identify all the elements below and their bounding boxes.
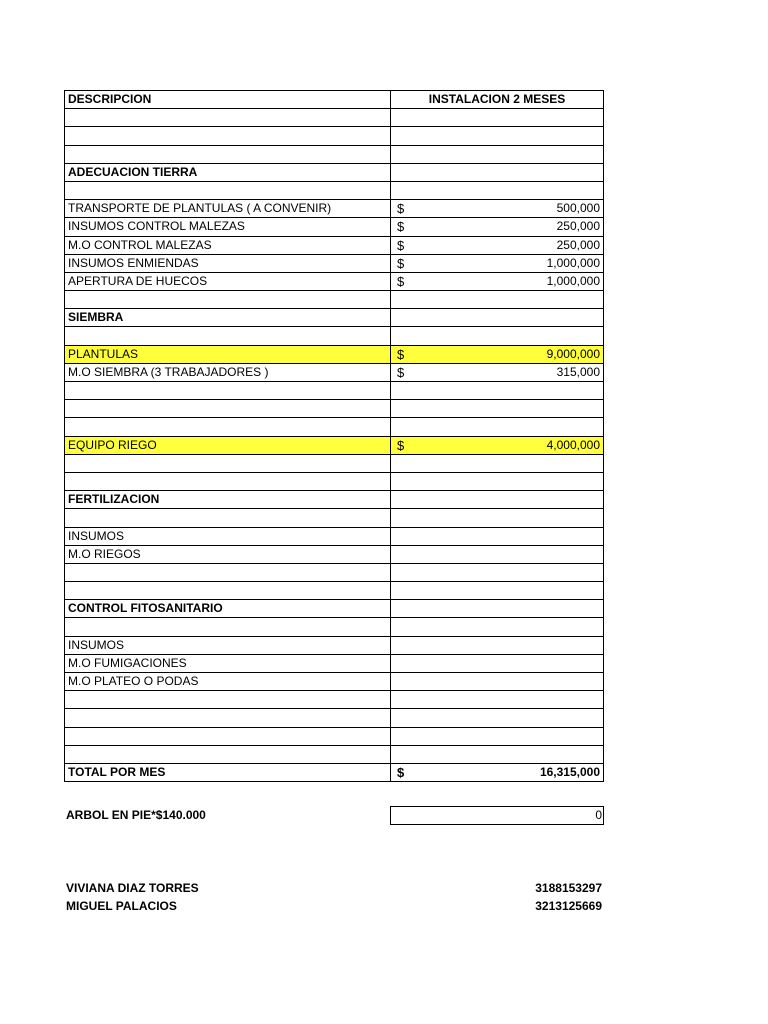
table-row	[65, 200, 604, 218]
amount-cell[interactable]	[391, 600, 604, 618]
description-cell[interactable]: INSUMOS	[65, 527, 391, 545]
table-row	[65, 563, 604, 581]
table-row	[65, 509, 604, 527]
description-cell[interactable]: INSUMOS CONTROL MALEZAS	[65, 218, 391, 236]
table-row	[65, 254, 604, 272]
arbol-en-pie-row	[64, 806, 604, 826]
description-cell[interactable]	[65, 291, 391, 309]
currency-symbol: $	[397, 201, 405, 217]
description-cell[interactable]	[65, 382, 391, 400]
description-cell[interactable]	[65, 145, 391, 163]
table-row	[65, 109, 604, 127]
amount-value: 1,000,000	[546, 255, 600, 270]
table-row	[65, 382, 604, 400]
amount-cell[interactable]	[391, 673, 604, 691]
amount-cell[interactable]	[391, 636, 604, 654]
arbol-en-pie-label: ARBOL EN PIE*$140.000	[66, 808, 206, 822]
description-cell[interactable]: INSUMOS ENMIENDAS	[65, 254, 391, 272]
amount-cell[interactable]	[391, 218, 604, 236]
amount-cell[interactable]	[391, 200, 604, 218]
currency-symbol: $	[397, 273, 405, 289]
description-cell[interactable]	[65, 327, 391, 345]
budget-table	[64, 90, 604, 782]
amount-cell[interactable]	[391, 254, 604, 272]
amount-cell[interactable]	[391, 727, 604, 745]
table-row	[65, 309, 604, 327]
amount-value: 1,000,000	[546, 273, 600, 288]
currency-symbol: $	[397, 237, 405, 253]
table-row	[65, 127, 604, 145]
table-row	[65, 345, 604, 363]
table-row	[65, 491, 604, 509]
table-row	[65, 527, 604, 545]
table-row	[65, 236, 604, 254]
description-cell[interactable]: PLANTULAS	[65, 345, 391, 363]
amount-cell[interactable]	[391, 363, 604, 381]
amount-cell[interactable]	[391, 582, 604, 600]
amount-cell[interactable]	[391, 709, 604, 727]
amount-cell[interactable]	[391, 563, 604, 581]
currency-symbol: $	[397, 219, 405, 235]
amount-cell[interactable]	[391, 454, 604, 472]
header-row	[65, 91, 604, 109]
description-cell[interactable]	[65, 418, 391, 436]
description-cell[interactable]: M.O PLATEO O PODAS	[65, 673, 391, 691]
description-cell[interactable]	[65, 582, 391, 600]
amount-cell[interactable]	[391, 400, 604, 418]
table-row	[65, 218, 604, 236]
description-cell[interactable]: TRANSPORTE DE PLANTULAS ( A CONVENIR)	[65, 200, 391, 218]
table-row	[65, 709, 604, 727]
description-cell[interactable]	[65, 454, 391, 472]
amount-cell[interactable]	[391, 654, 604, 672]
table-row	[65, 545, 604, 563]
table-row	[65, 745, 604, 763]
description-cell[interactable]	[65, 727, 391, 745]
description-cell[interactable]: ADECUACION TIERRA	[65, 163, 391, 181]
table-row	[65, 163, 604, 181]
description-cell[interactable]	[65, 181, 391, 199]
description-cell[interactable]: EQUIPO RIEGO	[65, 436, 391, 454]
amount-value: 16,315,000	[539, 765, 600, 780]
amount-cell[interactable]	[391, 109, 604, 127]
amount-cell[interactable]	[391, 545, 604, 563]
amount-cell[interactable]	[391, 272, 604, 290]
table-row	[65, 363, 604, 381]
amount-cell[interactable]	[391, 527, 604, 545]
currency-symbol: $	[397, 255, 405, 271]
description-cell[interactable]	[65, 709, 391, 727]
currency-symbol: $	[397, 364, 405, 380]
amount-cell[interactable]	[391, 509, 604, 527]
table-row	[65, 691, 604, 709]
description-cell[interactable]	[65, 472, 391, 490]
table-row	[65, 763, 604, 781]
contact-name: MIGUEL PALACIOS	[66, 899, 177, 913]
amount-cell[interactable]	[391, 618, 604, 636]
amount-cell[interactable]	[391, 309, 604, 327]
amount-cell[interactable]	[391, 145, 604, 163]
amount-cell[interactable]	[391, 691, 604, 709]
header-description-cell[interactable]: DESCRIPCION	[65, 91, 391, 109]
amount-value: 250,000	[556, 237, 600, 252]
description-cell[interactable]	[65, 109, 391, 127]
amount-cell[interactable]	[391, 491, 604, 509]
currency-symbol: $	[397, 437, 405, 453]
description-cell[interactable]: M.O SIEMBRA (3 TRABAJADORES )	[65, 363, 391, 381]
table-row	[65, 582, 604, 600]
amount-cell[interactable]	[391, 345, 604, 363]
table-row	[65, 400, 604, 418]
table-row	[65, 618, 604, 636]
contact-phone: 3213125669	[535, 899, 602, 913]
table-row	[65, 418, 604, 436]
amount-value: 4,000,000	[546, 437, 600, 452]
amount-value: 9,000,000	[546, 346, 600, 361]
amount-cell[interactable]	[391, 382, 604, 400]
amount-cell[interactable]	[391, 291, 604, 309]
description-cell[interactable]	[65, 563, 391, 581]
amount-cell[interactable]	[391, 472, 604, 490]
amount-cell[interactable]	[391, 127, 604, 145]
amount-value: 500,000	[556, 201, 600, 216]
header-period-cell[interactable]: INSTALACION 2 MESES	[391, 91, 604, 109]
amount-cell[interactable]	[391, 327, 604, 345]
amount-cell[interactable]	[391, 436, 604, 454]
table-row	[65, 673, 604, 691]
table-row	[65, 291, 604, 309]
table-row	[65, 472, 604, 490]
description-cell[interactable]	[65, 745, 391, 763]
description-cell[interactable]	[65, 509, 391, 527]
amount-value: 315,000	[556, 364, 600, 379]
amount-cell[interactable]	[391, 745, 604, 763]
amount-cell[interactable]	[391, 418, 604, 436]
currency-symbol: $	[397, 346, 405, 362]
description-cell[interactable]: FERTILIZACION	[65, 491, 391, 509]
table-row	[65, 454, 604, 472]
table-row	[65, 636, 604, 654]
amount-cell[interactable]	[391, 163, 604, 181]
description-cell[interactable]: TOTAL POR MES	[65, 763, 391, 781]
description-cell[interactable]: SIEMBRA	[65, 309, 391, 327]
description-cell[interactable]: INSUMOS	[65, 636, 391, 654]
description-cell[interactable]	[65, 618, 391, 636]
table-row	[65, 145, 604, 163]
contact-phone: 3188153297	[535, 881, 602, 895]
table-row	[65, 436, 604, 454]
table-row	[65, 327, 604, 345]
amount-cell[interactable]	[391, 181, 604, 199]
amount-cell[interactable]	[391, 236, 604, 254]
description-cell[interactable]: M.O CONTROL MALEZAS	[65, 236, 391, 254]
table-row	[65, 600, 604, 618]
amount-value: 250,000	[556, 219, 600, 234]
description-cell[interactable]: M.O FUMIGACIONES	[65, 654, 391, 672]
amount-cell[interactable]	[391, 763, 604, 781]
table-row	[65, 272, 604, 290]
description-cell[interactable]: APERTURA DE HUECOS	[65, 272, 391, 290]
table-row	[65, 654, 604, 672]
arbol-en-pie-value-cell[interactable]: 0	[390, 806, 604, 825]
contact-name: VIVIANA DIAZ TORRES	[66, 881, 199, 895]
description-cell[interactable]	[65, 400, 391, 418]
table-row	[65, 727, 604, 745]
description-cell[interactable]: CONTROL FITOSANITARIO	[65, 600, 391, 618]
description-cell[interactable]	[65, 691, 391, 709]
description-cell[interactable]: M.O RIEGOS	[65, 545, 391, 563]
table-row	[65, 181, 604, 199]
currency-symbol: $	[397, 765, 405, 781]
description-cell[interactable]	[65, 127, 391, 145]
